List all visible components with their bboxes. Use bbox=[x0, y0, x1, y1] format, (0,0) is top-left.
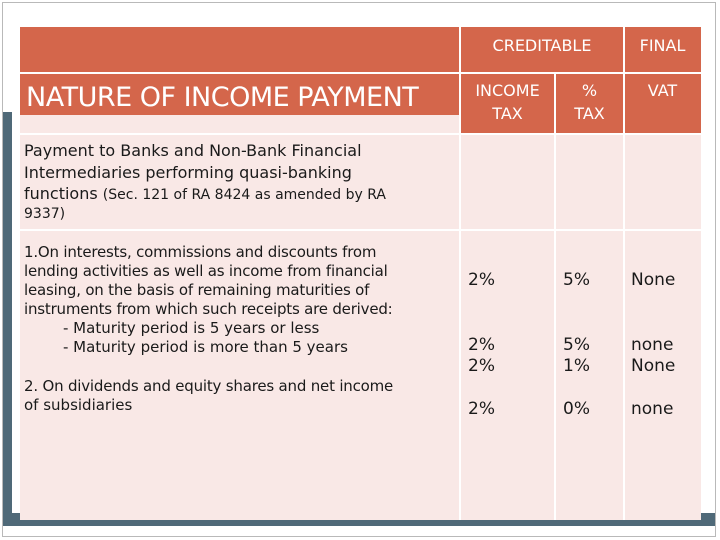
section-title-line2: Intermediaries performing quasi-banking bbox=[24, 163, 352, 182]
item1-line4: instruments from which such receipts are derived: bbox=[24, 300, 393, 318]
creditable-label: CREDITABLE bbox=[492, 36, 592, 55]
item2-income-tax: 2% bbox=[468, 399, 495, 419]
pct-tax-label-line1: % bbox=[581, 81, 598, 100]
item1-line3: leasing, on the basis of remaining maturities of bbox=[24, 281, 370, 299]
final-label: FINAL bbox=[639, 36, 686, 55]
maturity-less-vat: none bbox=[631, 335, 674, 355]
income-tax-label-line2: TAX bbox=[492, 104, 523, 123]
section-title-line1: Payment to Banks and Non-Bank Financial bbox=[24, 141, 362, 160]
item1-maturity-more: - Maturity period is more than 5 years bbox=[63, 338, 348, 356]
vat-label: VAT bbox=[647, 81, 678, 100]
item1-line1: 1.On interests, commissions and discounts from bbox=[24, 243, 377, 261]
item1-line2: lending activities as well as income from financial bbox=[24, 262, 388, 280]
section-title-functions: functions bbox=[24, 184, 98, 203]
item1-vat: None bbox=[631, 270, 676, 290]
grid-line bbox=[20, 133, 701, 135]
left-accent-bar bbox=[3, 112, 12, 526]
section-values-cell bbox=[460, 134, 701, 230]
grid-line bbox=[623, 27, 625, 520]
item1-pct-tax: 5% bbox=[563, 270, 590, 290]
grid-line bbox=[20, 72, 701, 74]
item2-pct-tax: 0% bbox=[563, 399, 590, 419]
header-top-left bbox=[20, 27, 460, 73]
maturity-more-pct-tax: 1% bbox=[563, 356, 590, 376]
section-reference: (Sec. 121 of RA 8424 as amended by RA bbox=[102, 187, 386, 203]
item2-vat: none bbox=[631, 399, 674, 419]
item2-line2: of subsidiaries bbox=[24, 396, 133, 414]
item1-maturity-less: - Maturity period is 5 years or less bbox=[63, 319, 320, 337]
item2-line1: 2. On dividends and equity shares and net income bbox=[24, 377, 394, 395]
section-reference-cont: 9337) bbox=[24, 206, 66, 222]
maturity-more-vat: None bbox=[631, 356, 676, 376]
item1-income-tax: 2% bbox=[468, 270, 495, 290]
maturity-less-income-tax: 2% bbox=[468, 335, 495, 355]
maturity-more-income-tax: 2% bbox=[468, 356, 495, 376]
income-tax-label-line1: INCOME bbox=[475, 81, 540, 100]
nature-header-extension bbox=[20, 115, 460, 134]
grid-line bbox=[20, 229, 701, 231]
maturity-less-pct-tax: 5% bbox=[563, 335, 590, 355]
section-title-line3 bbox=[24, 184, 386, 203]
pct-tax-label-line2: TAX bbox=[574, 104, 605, 123]
grid-line bbox=[459, 27, 461, 520]
nature-of-income-title: NATURE OF INCOME PAYMENT bbox=[26, 82, 419, 113]
grid-line bbox=[554, 73, 556, 520]
